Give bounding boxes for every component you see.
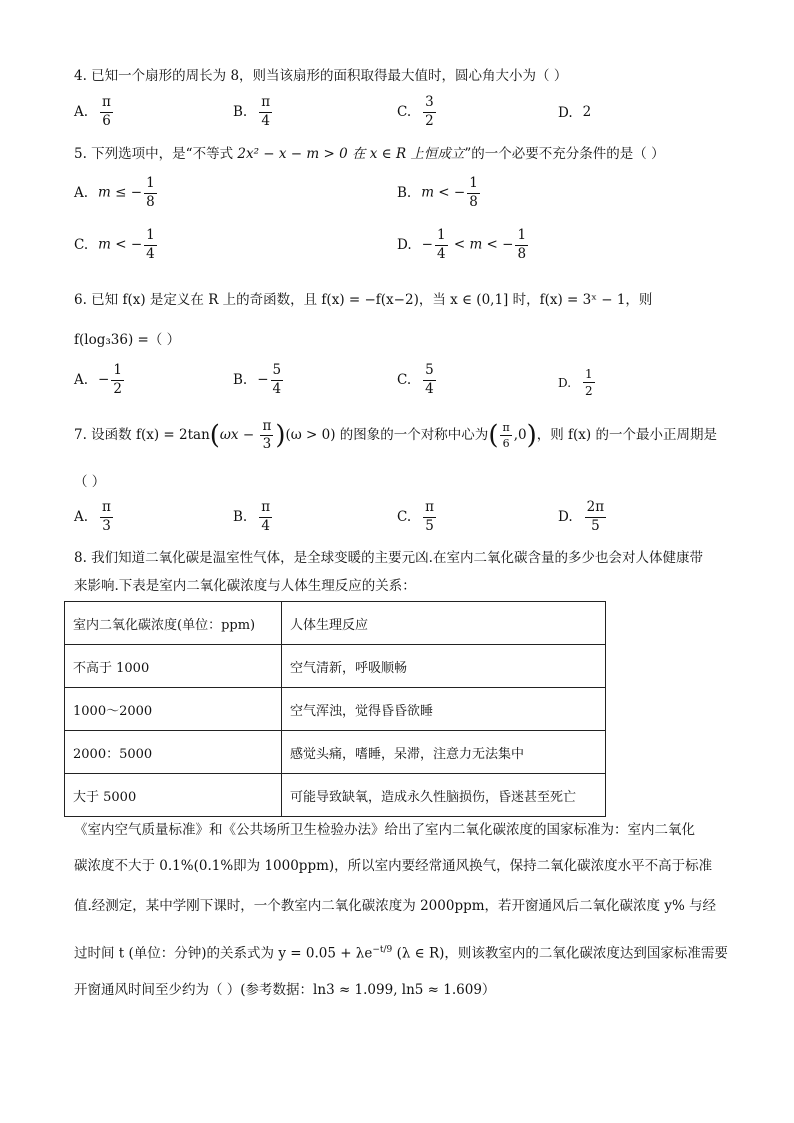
question-7-stem: 7. 设函数 f(x) = 2tan(ωx − $\frac{\pi}{3}$ )(ω > 0) 的图象的一个对称中心为( $\frac{\pi}{6}$ ,0)，则 f(x) 的一个最小正周期是 [74,417,717,452]
table-row [65,731,606,774]
table-row [65,774,606,817]
table-cell: 大于 5000 [65,774,282,817]
question-8-paragraph-2: 碳浓度不大于 0.1%(0.1%即为 1000ppm)，所以室内要经常通风换气，保持二氧化碳浓度水平不高于标准 [74,858,713,874]
table-header-cell: 室内二氧化碳浓度(单位：ppm) [65,602,282,645]
question-8-paragraph-3: 值.经测定，某中学刚下课时，一个教室内二氧化碳浓度为 2000ppm，若开窗通风后二氧化碳浓度 y% 与经 [74,898,717,914]
question-8-line1: 8. 我们知道二氧化碳是温室性气体，是全球变暖的主要元凶.在室内二氧化碳含量的多少也会对人体健康带 [74,550,703,566]
q7-option-b[interactable]: B. $\frac{\pi}{4}$ [233,499,271,534]
q6-option-b[interactable]: B. − $\frac{5}{4}$ [233,362,282,397]
q6-option-a[interactable]: A. − $\frac{1}{2}$ [74,362,122,397]
question-7-stem-line2: （ ） [74,474,106,490]
q7-option-c[interactable]: C. $\frac{\pi}{5}$ [397,499,435,534]
table-cell: 空气浑浊，觉得昏昏欲睡 [282,688,606,731]
table-cell: 空气清新，呼吸顺畅 [282,645,606,688]
q5-option-b[interactable]: B. m < − $\frac{1}{8}$ [397,175,478,210]
q4-option-d[interactable]: D. 2 [558,104,592,121]
q4-option-b[interactable]: B. $\frac{\pi}{4}$ [233,94,271,129]
co2-table [64,601,606,817]
q7-option-d[interactable]: D. $\frac{2\pi}{5}$ [558,499,605,534]
question-5-stem: 5. 下列选项中，是“不等式 2x² − x − m > 0 在 x ∈ R 上恒成立”的一个必要不充分条件的是（ ） [74,146,665,162]
question-4-stem: 4. 已知一个扇形的周长为 8，则当该扇形的面积取得最大值时，圆心角大小为（ ） [74,68,568,84]
table-cell: 2000：5000 [65,731,282,774]
q5-option-a[interactable]: A. m ≤ − $\frac{1}{8}$ [74,175,155,210]
table-row [65,688,606,731]
question-8-paragraph-1: 《室内空气质量标准》和《公共场所卫生检验办法》给出了室内二氧化碳浓度的国家标准为：室内二氧化 [74,822,695,838]
table-cell: 1000～2000 [65,688,282,731]
table-header-cell: 人体生理反应 [282,602,606,645]
q5-option-d[interactable]: D. − $\frac{1}{4}$ < m < − $\frac{1}{8}$ [397,227,527,262]
table-header-row [65,602,606,645]
q4-option-a[interactable]: A. $\frac{\pi}{6}$ [74,94,111,129]
q5-option-c[interactable]: C. m < − $\frac{1}{4}$ [74,227,155,262]
table-row [65,645,606,688]
question-6-stem-line2: f(log₃36) =（ ） [74,332,181,348]
question-8-paragraph-4: 过时间 t (单位：分钟)的关系式为 $y = 0.05 + \lambda e^{-t/9}$ (λ ∈ R)，则该教室内的二氧化碳浓度达到国家标准需要 [74,945,728,962]
table-cell: 不高于 1000 [65,645,282,688]
q7-option-a[interactable]: A. $\frac{\pi}{3}$ [74,499,111,534]
question-8-line2: 来影响.下表是室内二氧化碳浓度与人体生理反应的关系： [74,578,416,594]
question-6-stem: 6. 已知 f(x) 是定义在 R 上的奇函数，且 f(x) = −f(x−2)，当 x ∈ (0,1] 时，f(x) = 3ˣ − 1，则 [74,292,653,308]
q6-option-d[interactable]: D. $\frac{1}{2}$ [558,367,593,398]
q6-option-c[interactable]: C. $\frac{5}{4}$ [397,362,434,397]
question-8-paragraph-5: 开窗通风时间至少约为（ ）(参考数据：ln3 ≈ 1.099, ln5 ≈ 1.609） [74,982,496,998]
table-cell: 感觉头痛，嗜睡，呆滞，注意力无法集中 [282,731,606,774]
q4-option-c[interactable]: C. $\frac{3}{2}$ [397,94,434,129]
table-cell: 可能导致缺氧，造成永久性脑损伤，昏迷甚至死亡 [282,774,606,817]
